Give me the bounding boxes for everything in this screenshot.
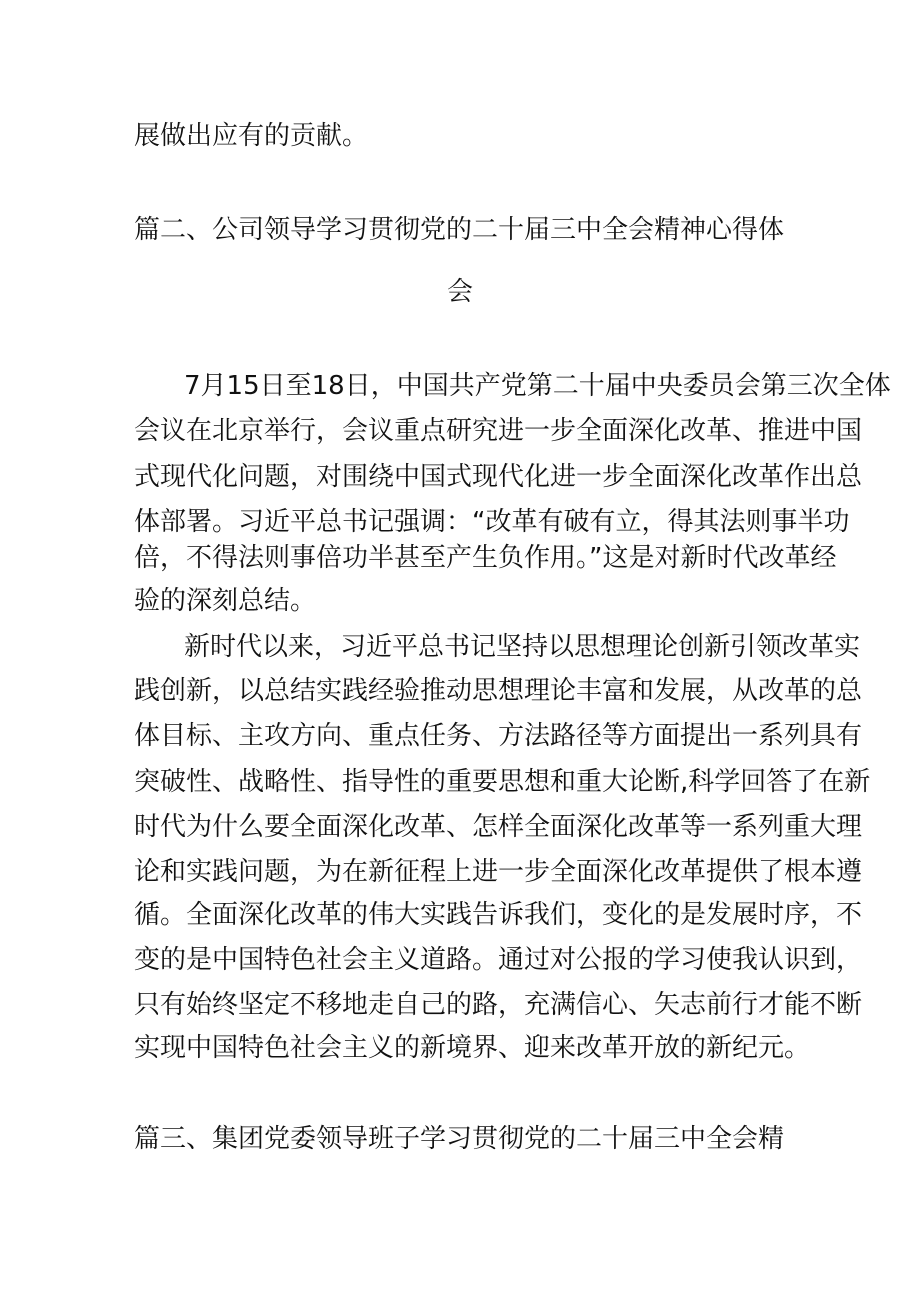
p1-line-6: 验的深刻总结。: [134, 586, 317, 616]
section2-heading-line-2: 会: [446, 277, 473, 307]
section3-heading-line-1: 篇三、集团党委领导班子学习贯彻党的二十届三中全会精: [134, 1124, 785, 1154]
p1-line-4: 体部署。习近平总书记强调：“改革有破有立，得其法则事半功: [134, 507, 850, 537]
p2-line-6: 论和实践问题，为在新征程上进一步全面深化改革提供了根本遵: [134, 857, 863, 887]
p1-line-2: 会议在北京举行，会议重点研究进一步全面深化改革、推进中国: [134, 416, 863, 446]
p1-line-3: 式现代化问题，对围绕中国式现代化进一步全面深化改革作出总: [134, 462, 863, 492]
p1-line-5: 倍，不得法则事倍功半甚至产生负作用。”这是对新时代改革经: [134, 543, 837, 573]
p2-line-2: 践创新，以总结实践经验推动思想理论丰富和发展，从改革的总: [134, 676, 863, 706]
p2-line-1: 新时代以来，习近平总书记坚持以思想理论创新引领改革实: [184, 632, 861, 662]
p1-line-1: 7月15日至18日，中国共产党第二十届中央委员会第三次全体: [184, 371, 891, 401]
p2-line-7: 循。全面深化改革的伟大实践告诉我们，变化的是发展时序，不: [134, 900, 863, 930]
p2-line-10: 实现中国特色社会主义的新境界、迎来改革开放的新纪元。: [134, 1033, 811, 1063]
intro-tail-line: 展做出应有的贡献。: [134, 121, 369, 151]
p2-line-4: 突破性、战略性、指导性的重要思想和重大论断,科学回答了在新: [134, 767, 871, 797]
section2-heading-line-1: 篇二、公司领导学习贯彻党的二十届三中全会精神心得体: [134, 215, 785, 245]
p2-line-5: 时代为什么要全面深化改革、怎样全面深化改革等一系列重大理: [134, 812, 863, 842]
p2-line-3: 体目标、主攻方向、重点任务、方法路径等方面提出一系列具有: [134, 721, 863, 751]
p2-line-8: 变的是中国特色社会主义道路。通过对公报的学习使我认识到，: [134, 945, 863, 975]
p2-line-9: 只有始终坚定不移地走自己的路，充满信心、矢志前行才能不断: [134, 990, 863, 1020]
